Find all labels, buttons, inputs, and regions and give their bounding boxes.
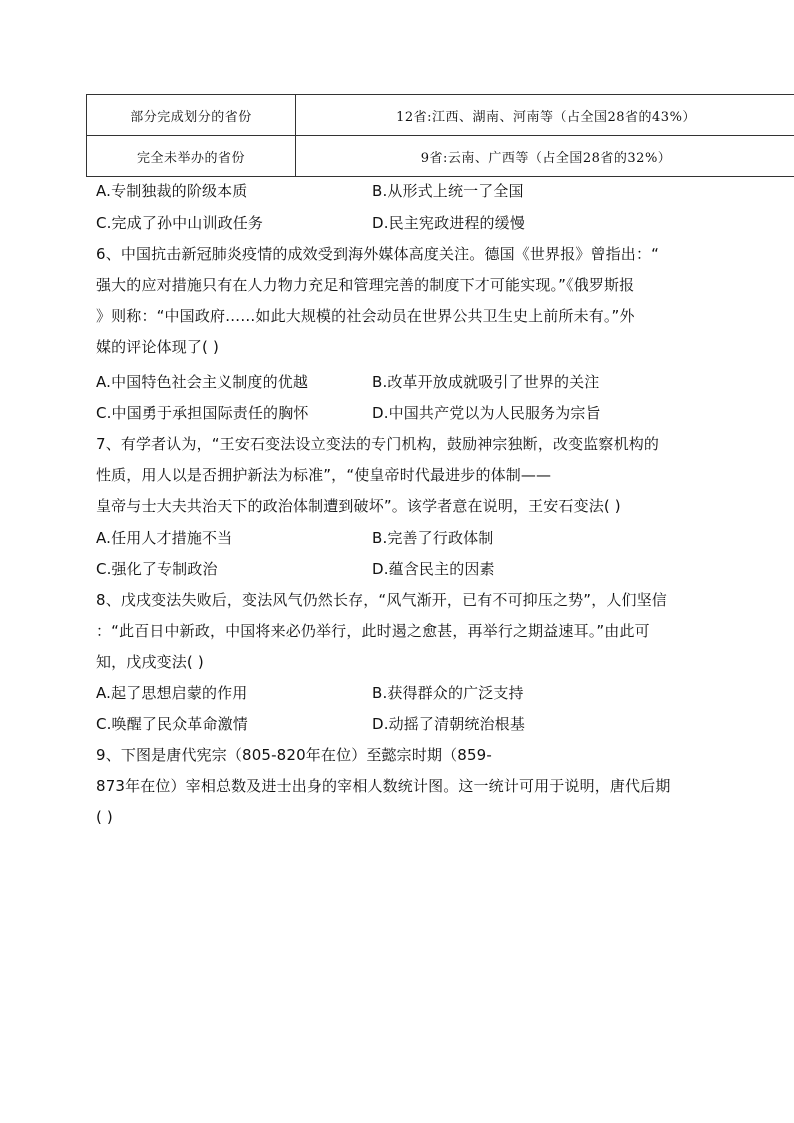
q7-stem-line-1: 7、有学者认为，“王安石变法设立变法的专门机构，鼓励神宗独断，改变监察机构的 <box>96 435 660 453</box>
table-row <box>87 95 794 136</box>
q8-stem-line-2: ：“此百日中新政，中国将来必仍举行，此时遏之愈甚，再举行之期益速耳。”由此可 <box>96 622 650 640</box>
table-cell-value: 9省:云南、广西等（占全国28省的32%） <box>296 136 794 177</box>
table-cell-value: 12省:江西、湖南、河南等（占全国28省的43%） <box>296 95 794 136</box>
q7-stem-line-2: 性质，用人以是否拥护新法为标准”，“使皇帝时代最进步的体制—— <box>96 466 552 484</box>
table-cell-label: 完全未举办的省份 <box>87 136 296 177</box>
q8-option-b: B.获得群众的广泛支持 <box>372 684 524 702</box>
q7-option-b: B.完善了行政体制 <box>372 529 494 547</box>
q9-stem-line-1: 9、下图是唐代宪宗（805-820年在位）至懿宗时期（859- <box>96 746 492 764</box>
province-table <box>86 94 794 177</box>
q7-stem-line-3: 皇帝与士大夫共治天下的政治体制遭到破坏”。该学者意在说明，王安石变法( ) <box>96 497 621 515</box>
q6-stem-line-2: 强大的应对措施只有在人力物力充足和管理完善的制度下才可能实现。”《俄罗斯报 <box>96 276 635 294</box>
q8-option-d: D.动摇了清朝统治根基 <box>372 715 525 733</box>
q9-stem-line-3: ( ) <box>96 808 113 826</box>
q6-stem-line-1: 6、中国抗击新冠肺炎疫情的成效受到海外媒体高度关注。德国《世界报》曾指出：“ <box>96 245 660 263</box>
q8-stem-line-1: 8、戊戌变法失败后，变法风气仍然长存，“风气渐开，已有不可抑压之势”，人们坚信 <box>96 591 667 609</box>
q6-option-c: C.中国勇于承担国际责任的胸怀 <box>96 404 309 422</box>
q5-option-b: B.从形式上统一了全国 <box>372 182 524 200</box>
q7-option-a: A.任用人才措施不当 <box>96 529 233 547</box>
q6-option-a: A.中国特色社会主义制度的优越 <box>96 373 309 391</box>
q7-option-d: D.蕴含民主的因素 <box>372 560 495 578</box>
q6-option-d: D.中国共产党以为人民服务为宗旨 <box>372 404 601 422</box>
q8-stem-line-3: 知，戊戌变法( ) <box>96 653 204 671</box>
q5-option-a: A.专制独裁的阶级本质 <box>96 182 248 200</box>
q8-option-c: C.唤醒了民众革命激情 <box>96 715 248 733</box>
q6-stem-line-3: 》则称：“中国政府……如此大规模的社会动员在世界公共卫生史上前所未有。”外 <box>96 307 635 325</box>
table-row <box>87 136 794 177</box>
table-cell-label: 部分完成划分的省份 <box>87 95 296 136</box>
q7-option-c: C.强化了专制政治 <box>96 560 218 578</box>
q5-option-d: D.民主宪政进程的缓慢 <box>372 214 525 232</box>
q9-stem-line-2: 873年在位）宰相总数及进士出身的宰相人数统计图。这一统计可用于说明，唐代后期 <box>96 777 671 795</box>
q5-option-c: C.完成了孙中山训政任务 <box>96 214 264 232</box>
q6-option-b: B.改革开放成就吸引了世界的关注 <box>372 373 600 391</box>
q6-stem-line-4: 媒的评论体现了( ) <box>96 338 219 356</box>
q8-option-a: A.起了思想启蒙的作用 <box>96 684 248 702</box>
